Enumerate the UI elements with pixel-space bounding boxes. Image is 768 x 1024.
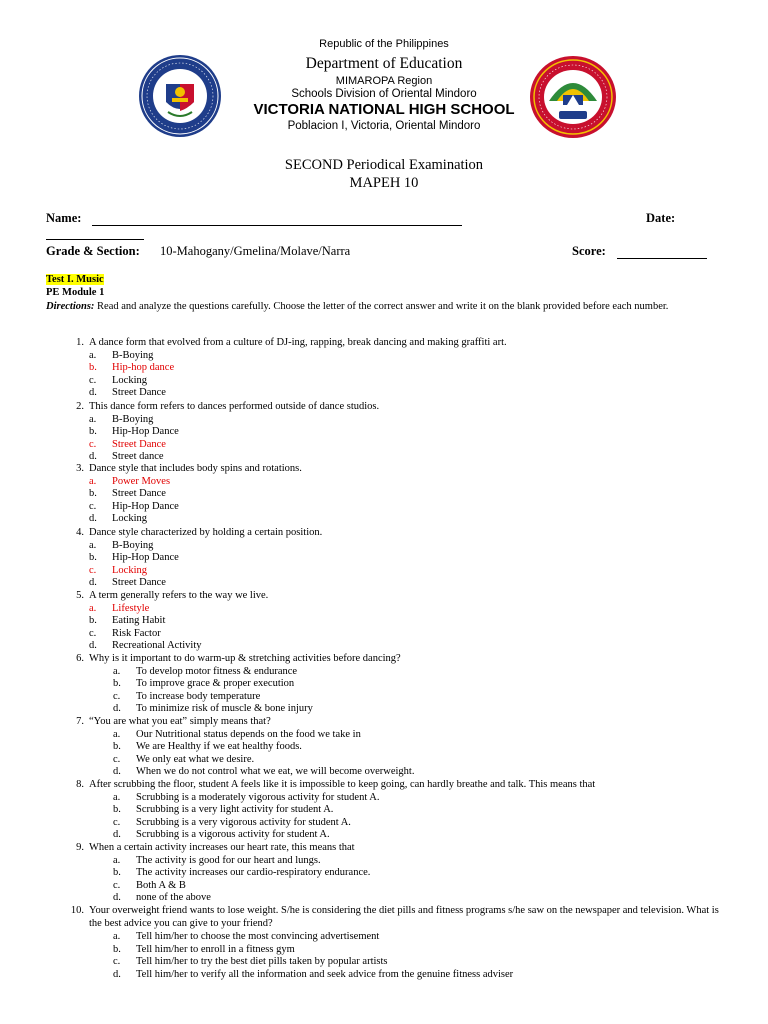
- option-text: Recreational Activity: [112, 640, 202, 652]
- name-label: Name:: [46, 211, 82, 225]
- option-letter: d.: [89, 577, 97, 589]
- option-text: Tell him/her to try the best diet pills taken by popular artists: [136, 956, 388, 968]
- option-text: Risk Factor: [112, 627, 161, 639]
- question-number: 9.: [76, 842, 84, 853]
- option-text: Power Moves: [112, 475, 171, 487]
- option-text: Eating Habit: [112, 615, 166, 627]
- option-letter: a.: [89, 539, 97, 551]
- option-text: To improve grace & proper execution: [136, 678, 295, 690]
- option-letter: a.: [89, 602, 97, 614]
- option-text: Scrubbing is a very vigorous activity for student A.: [136, 816, 351, 828]
- directions-text: Read and analyze the questions carefully. Choose the letter of the correct answer and write it on the blank provided before each number.: [97, 301, 669, 312]
- option-text: We only eat what we desire.: [136, 753, 255, 765]
- question-number: 7.: [76, 716, 84, 727]
- option-text: We are Healthy if we eat healthy foods.: [136, 741, 302, 753]
- option-text: Both A & B: [136, 879, 186, 891]
- option-text: To develop motor fitness & endurance: [136, 665, 298, 677]
- question-number: 5.: [76, 590, 84, 601]
- score-blank[interactable]: [617, 247, 707, 259]
- option-letter: c.: [89, 438, 97, 450]
- option-letter: d.: [89, 513, 97, 525]
- option-text: Hip-Hop Dance: [112, 552, 179, 564]
- question-number: 10.: [70, 905, 84, 916]
- question-number: 1.: [76, 337, 84, 348]
- option-letter: a.: [89, 349, 97, 361]
- option-letter: a.: [113, 854, 121, 866]
- option-letter: d.: [113, 766, 121, 778]
- deped-seal-logo: [138, 54, 222, 138]
- option-text: Scrubbing is a very light activity for student A.: [136, 804, 334, 816]
- option-letter: d.: [113, 703, 121, 715]
- option-text: Hip-Hop Dance: [112, 500, 179, 512]
- option-letter: d.: [89, 387, 97, 399]
- question-text: A term generally refers to the way we live.: [89, 590, 269, 601]
- option-letter: c.: [89, 374, 97, 386]
- division-line: Schools Division of Oriental Mindoro: [291, 88, 477, 100]
- option-text: Street Dance: [112, 387, 166, 399]
- option-letter: c.: [113, 753, 121, 765]
- option-letter: c.: [113, 956, 121, 968]
- department-title: Department of Education: [305, 55, 463, 72]
- question-text: Your overweight friend wants to lose weight. S/he is considering the diet pills and fitness programs s/he saw on the newspaper and television. What is the best advice you can give to your friend?: [89, 905, 719, 929]
- option-letter: b.: [89, 488, 97, 500]
- question-number: 4.: [76, 527, 84, 538]
- option-text: Street Dance: [112, 577, 166, 589]
- option-text: The activity increases our cardio-respiratory endurance.: [136, 867, 371, 879]
- option-letter: c.: [113, 690, 121, 702]
- option-text: Hip-Hop Dance: [112, 426, 179, 438]
- option-text: Locking: [112, 513, 147, 525]
- option-letter: d.: [89, 451, 97, 463]
- option-letter: b.: [113, 804, 121, 816]
- option-letter: b.: [113, 678, 121, 690]
- option-letter: a.: [113, 728, 121, 740]
- option-text: Street Dance: [112, 488, 166, 500]
- name-blank[interactable]: [92, 214, 462, 226]
- option-letter: b.: [113, 867, 121, 879]
- option-letter: a.: [113, 665, 121, 677]
- option-text: To minimize risk of muscle & bone injury: [136, 703, 313, 715]
- directions-label: Directions:: [46, 301, 95, 312]
- option-letter: c.: [89, 564, 97, 576]
- question-text: Dance style characterized by holding a certain position.: [89, 527, 323, 538]
- option-letter: c.: [89, 500, 97, 512]
- option-letter: a.: [89, 413, 97, 425]
- option-text: To increase body temperature: [136, 690, 261, 702]
- exam-title: SECOND Periodical Examination: [284, 157, 484, 173]
- option-text: none of the above: [136, 892, 211, 904]
- directions: [46, 300, 726, 313]
- option-letter: d.: [113, 829, 121, 841]
- grade-section-label: Grade & Section:: [46, 244, 140, 258]
- question-number: 6.: [76, 653, 84, 664]
- option-text: Lifestyle: [112, 602, 150, 614]
- question-text: “You are what you eat” simply means that?: [89, 716, 271, 727]
- question-text: Dance style that includes body spins and rotations.: [89, 463, 302, 474]
- question-text: Why is it important to do warm-up & stretching activities before dancing?: [89, 653, 401, 664]
- republic-line: Republic of the Philippines: [319, 38, 449, 50]
- option-text: Our Nutritional status depends on the food we take in: [136, 728, 361, 740]
- score-label: Score:: [572, 244, 606, 258]
- option-letter: a.: [113, 791, 121, 803]
- option-text: Locking: [112, 374, 147, 386]
- test-label: Test I. Music: [46, 274, 104, 285]
- option-text: B-Boying: [112, 539, 154, 551]
- option-letter: d.: [89, 640, 97, 652]
- option-letter: c.: [113, 816, 121, 828]
- option-text: The activity is good for our heart and lungs.: [136, 854, 321, 866]
- option-text: Street dance: [112, 451, 164, 463]
- option-text: Street Dance: [112, 438, 166, 450]
- option-letter: a.: [89, 475, 97, 487]
- option-text: Hip-hop dance: [112, 362, 175, 374]
- option-letter: c.: [113, 879, 121, 891]
- option-text: Tell him/her to choose the most convincing advertisement: [136, 931, 380, 942]
- option-text: B-Boying: [112, 413, 154, 425]
- option-letter: c.: [89, 627, 97, 639]
- school-location: Poblacion I, Victoria, Oriental Mindoro: [287, 120, 481, 132]
- option-text: When we do not control what we eat, we will become overweight.: [136, 766, 415, 778]
- question-text: When a certain activity increases our heart rate, this means that: [89, 842, 355, 853]
- exam-subject: MAPEH 10: [349, 175, 419, 191]
- school-name: VICTORIA NATIONAL HIGH SCHOOL: [253, 101, 515, 118]
- question-number: 8.: [76, 779, 84, 790]
- test-label-wrap: [46, 274, 104, 286]
- date-label: Date:: [646, 211, 676, 225]
- option-letter: a.: [113, 931, 121, 942]
- vnhs-seal-logo: [529, 55, 617, 139]
- region-line: MIMAROPA Region: [335, 75, 433, 87]
- option-letter: b.: [89, 362, 97, 374]
- option-text: Locking: [112, 564, 147, 576]
- module-label: PE Module 1: [46, 287, 105, 298]
- question-text: After scrubbing the floor, student A feels like it is impossible to keep going, can hardly breathe and talk. This means that: [89, 779, 596, 790]
- date-blank[interactable]: [46, 228, 144, 240]
- option-text: Tell him/her to verify all the information and seek advice from the genuine fitness adviser: [136, 968, 514, 980]
- question-text: This dance form refers to dances performed outside of dance studios.: [89, 401, 380, 412]
- option-letter: b.: [89, 552, 97, 564]
- option-text: B-Boying: [112, 349, 154, 361]
- option-letter: b.: [113, 741, 121, 753]
- option-letter: d.: [113, 892, 121, 904]
- option-text: Scrubbing is a vigorous activity for student A.: [136, 829, 330, 841]
- option-letter: b.: [113, 943, 121, 955]
- option-letter: b.: [89, 426, 97, 438]
- question-number: 3.: [76, 463, 84, 474]
- option-text: Scrubbing is a moderately vigorous activity for student A.: [136, 791, 380, 803]
- question-number: 2.: [76, 401, 84, 412]
- option-letter: b.: [89, 615, 97, 627]
- option-letter: d.: [113, 968, 121, 980]
- grade-section-value: 10-Mahogany/Gmelina/Molave/Narra: [160, 244, 351, 258]
- option-text: Tell him/her to enroll in a fitness gym: [136, 943, 295, 955]
- question-text: A dance form that evolved from a culture of DJ-ing, rapping, break dancing and making graffiti art.: [89, 337, 507, 348]
